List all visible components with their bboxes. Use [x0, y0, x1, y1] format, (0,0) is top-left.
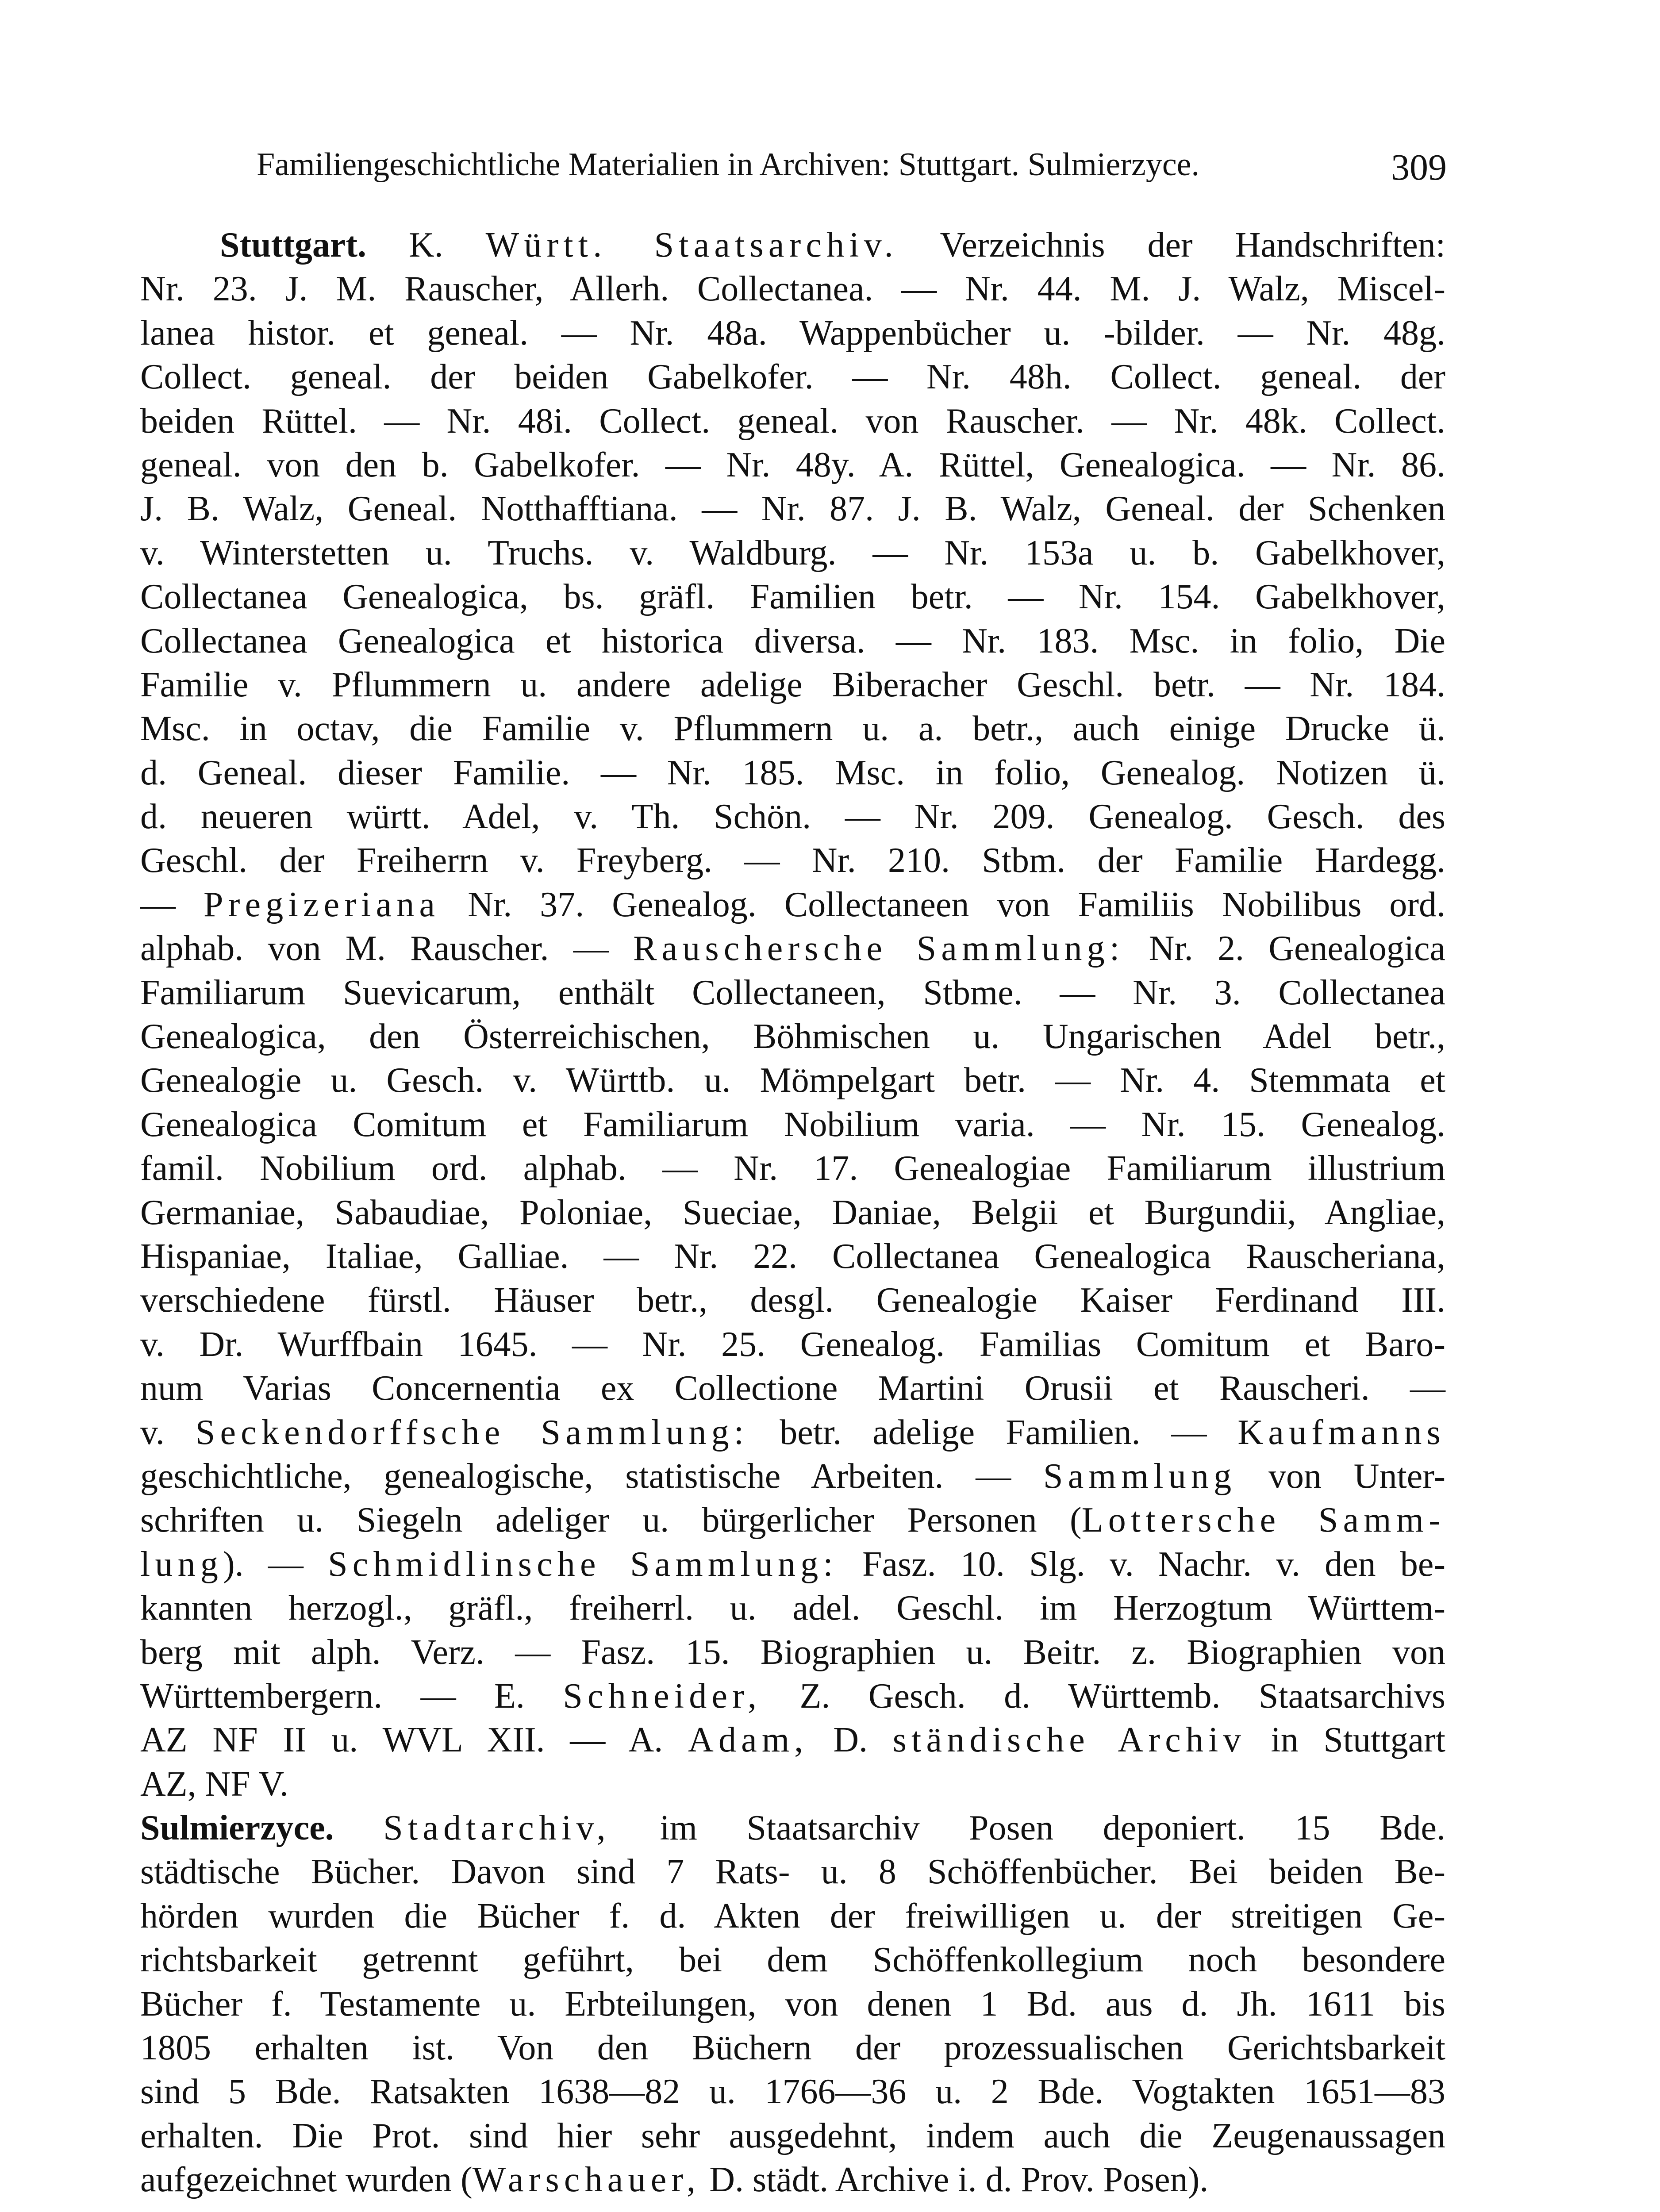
text-line: [140, 1894, 1445, 1938]
text-segment: v. Winterstetten u. Truchs. v. Waldburg. — Nr. 153a u. b. Gabelkhover,: [140, 533, 1445, 572]
text-line: [140, 1367, 1445, 1410]
text-segment: AZ, NF V.: [140, 1764, 288, 1804]
text-segment: beiden Rüttel. — Nr. 48i. Collect. geneal. von Rauscher. — Nr. 48k. Collect.: [140, 401, 1445, 441]
place-heading: Sulmierzyce.: [140, 1809, 334, 1848]
spaced-name: Schneider,: [563, 1676, 762, 1716]
text-segment: aufgezeichnet wurden (: [140, 2160, 473, 2200]
text-segment: Genealogica Comitum et Familiarum Nobilium varia. — Nr. 15. Genealog.: [140, 1105, 1445, 1144]
text-segment: hörden wurden die Bücher f. d. Akten der freiwilligen u. der streitigen Ge-: [140, 1896, 1445, 1936]
spaced-name: Sammlung: [1043, 1456, 1237, 1496]
text-segment: geschichtliche, genealogische, statistische Arbeiten. —: [140, 1456, 1044, 1496]
text-line: [140, 1806, 1445, 1850]
text-line: [140, 1323, 1445, 1367]
text-segment: ). —: [223, 1544, 328, 1584]
text-line: [140, 487, 1445, 531]
text-line: [140, 1059, 1445, 1102]
text-segment: d. neueren württ. Adel, v. Th. Schön. — Nr. 209. Genealog. Gesch. des: [140, 797, 1445, 837]
text-segment: Genealogie u. Gesch. v. Württb. u. Mömpelgart betr. — Nr. 4. Stemmata et: [140, 1061, 1445, 1100]
text-segment: Fasz. 10. Slg. v. Nachr. v. den be-: [838, 1544, 1446, 1584]
text-segment: D. städt. Archive i. d. Prov. Posen).: [700, 2160, 1209, 2200]
text-line: [140, 751, 1445, 795]
text-segment: sind 5 Bde. Ratsakten 1638—82 u. 1766—36 u. 2 Bde. Vogtakten 1651—83: [140, 2072, 1445, 2112]
spaced-name: Adam,: [688, 1720, 808, 1760]
text-line: [140, 575, 1445, 619]
text-segment: im Staatsarchiv Posen deponiert. 15 Bde.: [610, 1809, 1446, 1848]
spaced-name: Warschauer,: [472, 2160, 701, 2200]
text-line: [140, 1982, 1445, 2026]
text-line: [140, 1279, 1445, 1322]
text-line: [140, 267, 1445, 311]
text-segment: kannten herzogl., gräfl., freiherrl. u. adel. Geschl. im Herzogtum Württem-: [140, 1589, 1445, 1628]
text-segment: 1805 erhalten ist. Von den Büchern der prozessualischen Gerichtsbarkeit: [140, 2028, 1445, 2068]
text-line: [140, 795, 1445, 839]
text-line: [140, 1411, 1445, 1455]
text-line: [140, 1147, 1445, 1190]
text-line: [140, 1191, 1445, 1235]
text-line: [140, 1455, 1445, 1498]
text-line: [140, 355, 1445, 399]
text-line: [140, 223, 1445, 267]
body-text: [140, 223, 1445, 2202]
text-line: [140, 1543, 1445, 1586]
text-segment: berg mit alph. Verz. — Fasz. 15. Biographien u. Beitr. z. Biographien von: [140, 1632, 1445, 1672]
text-line: [140, 1586, 1445, 1630]
text-line: [140, 1674, 1445, 1718]
text-line: [140, 619, 1445, 663]
text-line: [140, 1498, 1445, 1542]
page-number: 309: [1391, 147, 1447, 188]
text-segment: Familie v. Pflummern u. andere adelige Biberacher Geschl. betr. — Nr. 184.: [140, 665, 1445, 704]
text-segment: verschiedene fürstl. Häuser betr., desgl. Genealogie Kaiser Ferdinand III.: [140, 1281, 1445, 1320]
text-line: [140, 399, 1445, 443]
text-segment: num Varias Concernentia ex Collectione Martini Orusii et Rauscheri. —: [140, 1369, 1445, 1408]
text-segment: J. B. Walz, Geneal. Notthafftiana. — Nr. 87. J. B. Walz, Geneal. der Schenken: [140, 489, 1445, 529]
text-line: [140, 1631, 1445, 1674]
text-segment: d. Geneal. dieser Familie. — Nr. 185. Msc. in folio, Genealog. Notizen ü.: [140, 753, 1445, 792]
text-segment: Nr. 23. J. M. Rauscher, Allerh. Collectanea. — Nr. 44. M. J. Walz, Miscel-: [140, 269, 1445, 309]
text-segment: Nr. 37. Genealog. Collectaneen von Familiis Nobilibus ord.: [440, 885, 1446, 924]
text-line: [140, 531, 1445, 575]
text-segment: von Unter-: [1236, 1456, 1445, 1496]
text-segment: in Stuttgart: [1245, 1720, 1445, 1760]
text-segment: K.: [366, 226, 486, 265]
text-segment: D.: [808, 1720, 893, 1760]
text-line: [140, 1850, 1445, 1894]
text-segment: v. Dr. Wurffbain 1645. — Nr. 25. Genealog. Familias Comitum et Baro-: [140, 1325, 1445, 1364]
text-line: [140, 2070, 1445, 2114]
text-line: [140, 443, 1445, 487]
text-segment: Collectanea Genealogica, bs. gräfl. Familien betr. — Nr. 154. Gabelkhover,: [140, 577, 1445, 617]
text-segment: Bücher f. Testamente u. Erbteilungen, von denen 1 Bd. aus d. Jh. 1611 bis: [140, 1984, 1445, 2024]
spaced-name: Württ. Staatsarchiv.: [485, 226, 898, 265]
text-line: [140, 1103, 1445, 1147]
spaced-name: Stadtarchiv,: [383, 1809, 611, 1848]
text-segment: [334, 1809, 384, 1847]
spaced-name: Pregizeriana: [204, 885, 440, 924]
text-segment: schriften u. Siegeln adeliger u. bürgerlicher Personen (: [140, 1501, 1082, 1540]
text-segment: Germaniae, Sabaudiae, Poloniae, Sueciae, Daniae, Belgii et Burgundii, Angliae,: [140, 1193, 1445, 1232]
spaced-name: Rauschersche Sammlung:: [633, 929, 1125, 968]
text-segment: Nr. 2. Genealogica: [1124, 929, 1445, 968]
text-line: [140, 1763, 1445, 1806]
text-segment: Württembergern. — E.: [140, 1676, 563, 1716]
spaced-name: Kaufmanns: [1237, 1413, 1446, 1452]
text-segment: richtsbarkeit getrennt geführt, bei dem Schöffenkollegium noch besondere: [140, 1940, 1445, 1980]
running-header: [257, 146, 1447, 195]
spaced-name: ständische Archiv: [892, 1720, 1246, 1760]
text-segment: famil. Nobilium ord. alphab. — Nr. 17. Genealogiae Familiarum illustrium: [140, 1149, 1445, 1188]
place-heading: Stuttgart.: [220, 226, 367, 265]
text-segment: Familiarum Suevicarum, enthält Collectaneen, Stbme. — Nr. 3. Collectanea: [140, 973, 1445, 1012]
text-line: [140, 1718, 1445, 1762]
text-segment: Z. Gesch. d. Württemb. Staatsarchivs: [761, 1676, 1445, 1716]
text-line: [140, 927, 1445, 971]
text-segment: Msc. in octav, die Familie v. Pflummern u. a. betr., auch einige Drucke ü.: [140, 709, 1445, 749]
text-line: [140, 1235, 1445, 1279]
text-segment: Collect. geneal. der beiden Gabelkofer. — Nr. 48h. Collect. geneal. der: [140, 357, 1445, 397]
text-line: [140, 2114, 1445, 2158]
spaced-name: Seckendorffsche Sammlung:: [195, 1413, 749, 1452]
text-segment: alphab. von M. Rauscher. —: [140, 929, 633, 968]
text-segment: Hispaniae, Italiae, Galliae. — Nr. 22. Collectanea Genealogica Rauscheriana,: [140, 1237, 1445, 1276]
text-segment: Collectanea Genealogica et historica diversa. — Nr. 183. Msc. in folio, Die: [140, 621, 1445, 661]
text-line: [140, 2026, 1445, 2070]
text-line: [140, 311, 1445, 355]
text-line: [140, 839, 1445, 883]
text-line: [140, 883, 1445, 927]
text-segment: geneal. von den b. Gabelkofer. — Nr. 48y. A. Rüttel, Genealogica. — Nr. 86.: [140, 445, 1445, 484]
text-line: [140, 1015, 1445, 1059]
text-segment: AZ NF II u. WVL XII. — A.: [140, 1720, 688, 1760]
text-segment: erhalten. Die Prot. sind hier sehr ausgedehnt, indem auch die Zeugenaussagen: [140, 2116, 1445, 2155]
text-segment: lanea histor. et geneal. — Nr. 48a. Wappenbücher u. -bilder. — Nr. 48g.: [140, 313, 1445, 353]
text-segment: Geschl. der Freiherrn v. Freyberg. — Nr. 210. Stbm. der Familie Hardegg.: [140, 841, 1445, 880]
text-line: [140, 707, 1445, 751]
text-segment: —: [140, 885, 204, 924]
text-segment: Verzeichnis der Handschriften:: [898, 226, 1445, 265]
text-line: [140, 1938, 1445, 1982]
spaced-name: lung: [140, 1544, 223, 1584]
text-segment: v.: [140, 1413, 196, 1452]
spaced-name: Lottersche Samm-: [1081, 1501, 1445, 1540]
text-segment: städtische Bücher. Davon sind 7 Rats- u. 8 Schöffenbücher. Bei beiden Be-: [140, 1852, 1445, 1892]
text-line: [140, 2158, 1445, 2202]
text-segment: betr. adelige Familien. —: [749, 1413, 1238, 1452]
text-segment: Genealogica, den Österreichischen, Böhmischen u. Ungarischen Adel betr.,: [140, 1017, 1445, 1056]
text-line: [140, 971, 1445, 1015]
spaced-name: Schmidlinsche Sammlung:: [328, 1544, 838, 1584]
running-title: Familiengeschichtliche Materialien in Archiven: Stuttgart. Sulmierzyce.: [257, 146, 1200, 183]
text-line: [140, 663, 1445, 707]
